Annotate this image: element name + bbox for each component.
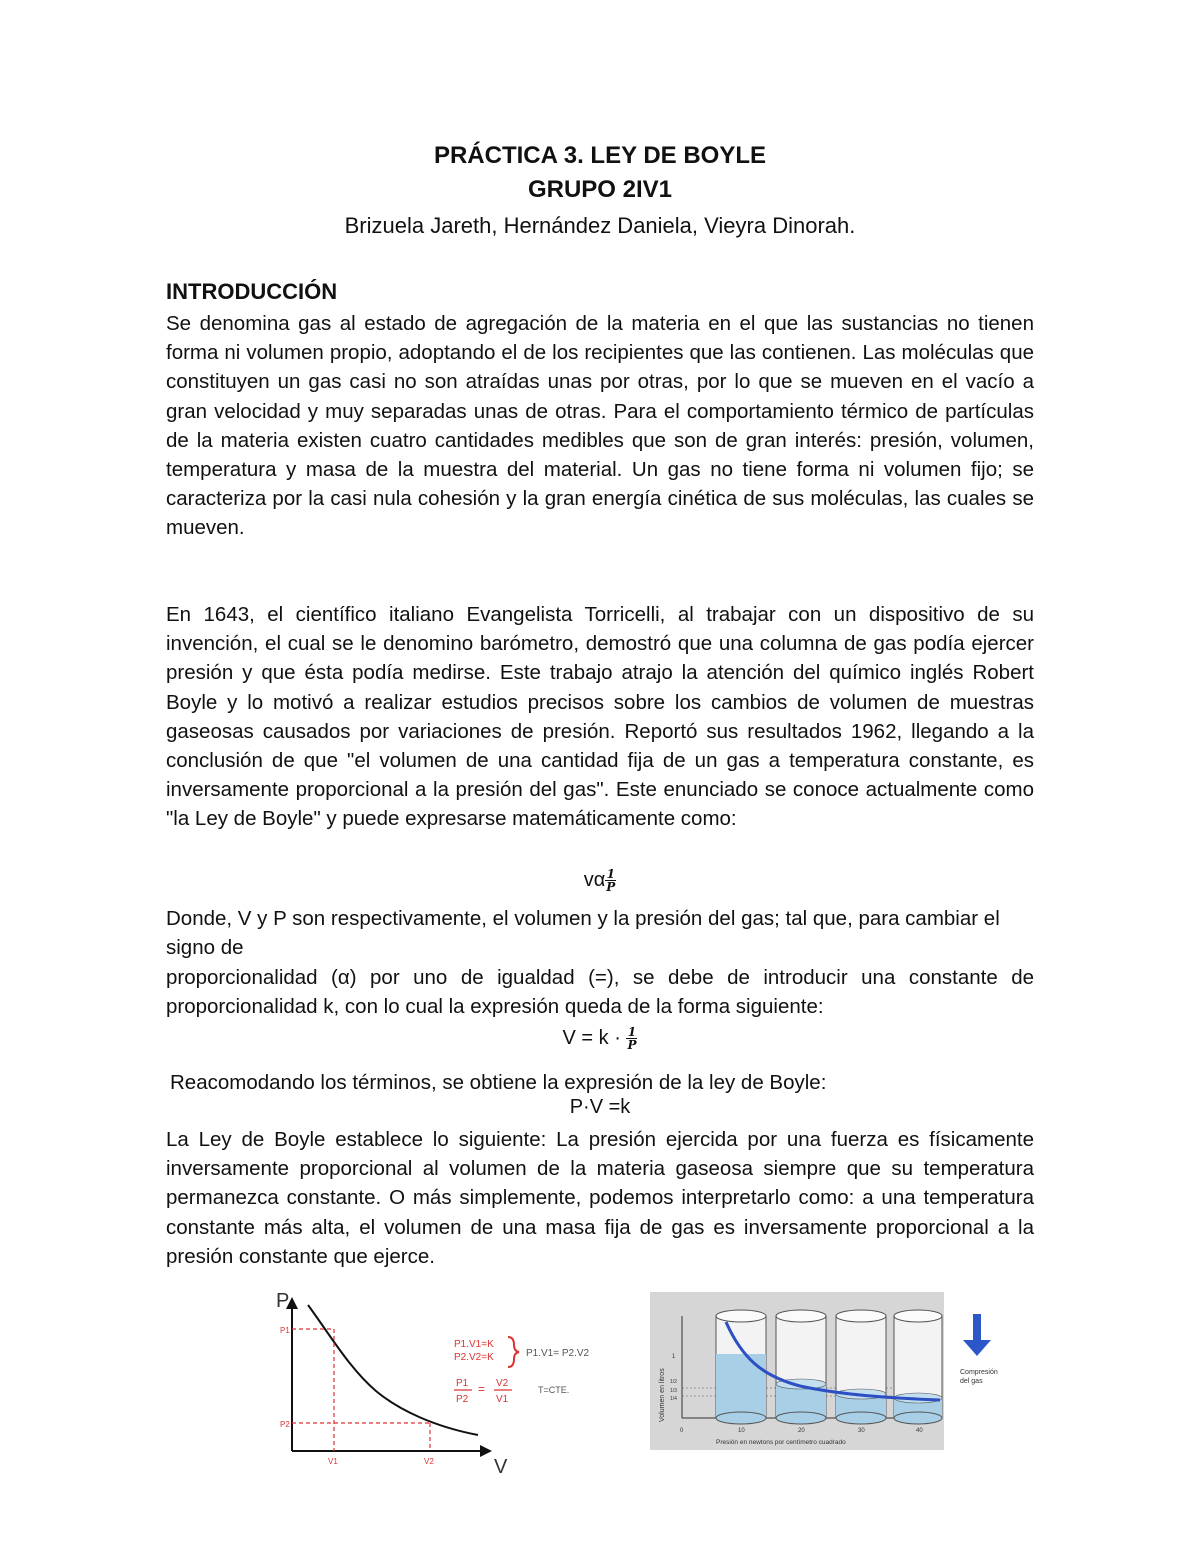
- cylinder-4: [894, 1310, 942, 1424]
- intro-paragraph: [166, 309, 1034, 543]
- ratio-den-right: V1: [496, 1394, 509, 1405]
- boyle-equation: P·V =k: [569, 1096, 631, 1118]
- one-over-p-fraction: [605, 868, 616, 893]
- ratio-num-left: P1: [456, 1378, 469, 1389]
- one-over-p-fraction-2: [626, 1026, 637, 1051]
- ratio-num-right: V2: [496, 1378, 509, 1389]
- intro-text: Se denomina gas al estado de agregación de la materia en el que las sustancias no tienen forma ni volumen propio, adoptando el de los recipientes que las contienen. Las moléculas que constituyen un gas casi no son atraídas unas por otras, por lo que se mueven en el vacío a gran velocidad y muy separadas unas de otras. Para el comportamiento térmico de partículas de la materia existen cuatro cantidades medibles que son de gran interés: presión, volumen, temperatura y masa de la muestra del material. Un gas no tiene forma ni volumen fijo; se caracteriza por la casi nula cohesión y la gran energía cinética de sus moléculas, las cuales se mueven.: [166, 312, 1034, 540]
- equation2-left: V = k ·: [562, 1026, 621, 1049]
- v2-label: V2: [424, 1457, 434, 1466]
- constant-equation: [0, 1026, 1200, 1051]
- ley-paragraph: [166, 1125, 1034, 1271]
- cylinders-ylabel: Volumen en litros: [659, 1368, 666, 1422]
- history-text: En 1643, el científico italiano Evangelista Torricelli, al trabajar con un dispositivo de su invención, el cual se le denomino barómetro, demostró que una columna de gas podía ejercer presión y que ésta podía medirse. Este trabajo atrajo la atención del químico inglés Robert Boyle y lo motivó a realizar estudios precisos sobre los cambios de volumen de muestras gaseosas causados por variaciones de presión. Reportó sus resultados 1962, llegando a la conclusión de que "el volumen de una cantidad fija de un gas a temperatura constante, es inversamente proporcional a la presión del gas". Este enunciado se conoce actualmente como "la Ley de Boyle" y puede expresarse matemáticamente como:: [166, 603, 1034, 831]
- arrow-caption-1: Compresión: [960, 1369, 998, 1376]
- x-tick-40: 40: [916, 1428, 923, 1434]
- fraction-numerator-2: 1: [627, 1025, 637, 1039]
- ratio-den-left: P2: [456, 1394, 469, 1405]
- p-axis-label: P: [276, 1290, 290, 1312]
- x-tick-20: 20: [798, 1428, 805, 1434]
- down-arrow-icon: [963, 1340, 991, 1356]
- group-label: GRUPO 2IV1: [527, 176, 673, 203]
- y-tick-half: 1/2: [670, 1379, 677, 1385]
- v-axis-arrow: [480, 1445, 492, 1457]
- cylinder-2: [776, 1310, 826, 1424]
- y-tick-third: 1/3: [670, 1388, 677, 1394]
- y-tick-1: 1: [672, 1354, 676, 1360]
- donde-text-1: Donde, V y P son respectivamente, el volumen y la presión del gas; tal que, para cambiar el signo de: [166, 907, 1000, 960]
- x-tick-30: 30: [858, 1428, 865, 1434]
- donde-line-1: [166, 904, 1034, 962]
- constant-note: T=CTE.: [538, 1385, 570, 1395]
- v1-label: V1: [328, 1457, 338, 1466]
- fraction-denominator-2: P: [627, 1038, 637, 1052]
- reacomodando-text: Reacomodando los términos, se obtiene la expresión de la ley de Boyle:: [170, 1071, 827, 1094]
- fraction-numerator: 1: [606, 867, 615, 881]
- donde-text-2: proporcionalidad (α) por uno de igualdad (=), se debe de introducir una constante de proporcionalidad k, con lo cual la expresión queda de la forma siguiente:: [166, 966, 1034, 1019]
- ratio-equals: =: [478, 1382, 486, 1396]
- section-heading: INTRODUCCIÓN: [166, 279, 338, 304]
- authors-line: Brizuela Jareth, Hernández Daniela, Vieyra Dinorah.: [344, 213, 856, 238]
- brace-icon: [508, 1337, 519, 1367]
- cylinder-3: [836, 1310, 886, 1424]
- pv-diagram: [268, 1285, 620, 1495]
- proportionality-equation: [0, 868, 1200, 893]
- history-paragraph: [166, 600, 1034, 834]
- reacomodando-line: [170, 1068, 1038, 1097]
- x-tick-10: 10: [738, 1428, 745, 1434]
- v-axis-label: V: [494, 1456, 508, 1478]
- document-title: PRÁCTICA 3. LEY DE BOYLE: [433, 142, 767, 169]
- arrow-caption-2: del gas: [960, 1378, 983, 1385]
- ley-text: La Ley de Boyle establece lo siguiente: La presión ejercida por una fuerza es físicamente inversamente proporcional al volumen de la materia gaseosa siempre que su temperatura permanezca constante. O más simplemente, podemos interpretarlo como: a una temperatura constante más alta, el volumen de una masa fija de gas es inversamente proporcional a la presión constante que ejerce.: [166, 1128, 1034, 1268]
- eq-line-1: P1.V1=K: [454, 1339, 494, 1350]
- fraction-denominator: P: [606, 880, 616, 894]
- donde-line-2: [166, 963, 1034, 1021]
- p2-label: P2: [280, 1420, 290, 1429]
- p1-label: P1: [280, 1326, 290, 1335]
- y-tick-quarter: 1/4: [670, 1396, 677, 1402]
- cylinders-diagram: [650, 1292, 1020, 1450]
- x-tick-0: 0: [680, 1428, 684, 1434]
- eq-line-2: P2.V2=K: [454, 1352, 494, 1363]
- arrow-shaft: [973, 1314, 981, 1344]
- equation1-left: vα: [583, 868, 606, 891]
- eq-combined: P1.V1= P2.V2: [526, 1348, 590, 1359]
- cylinders-xlabel: Presión en newtons por centímetro cuadrado: [716, 1439, 846, 1446]
